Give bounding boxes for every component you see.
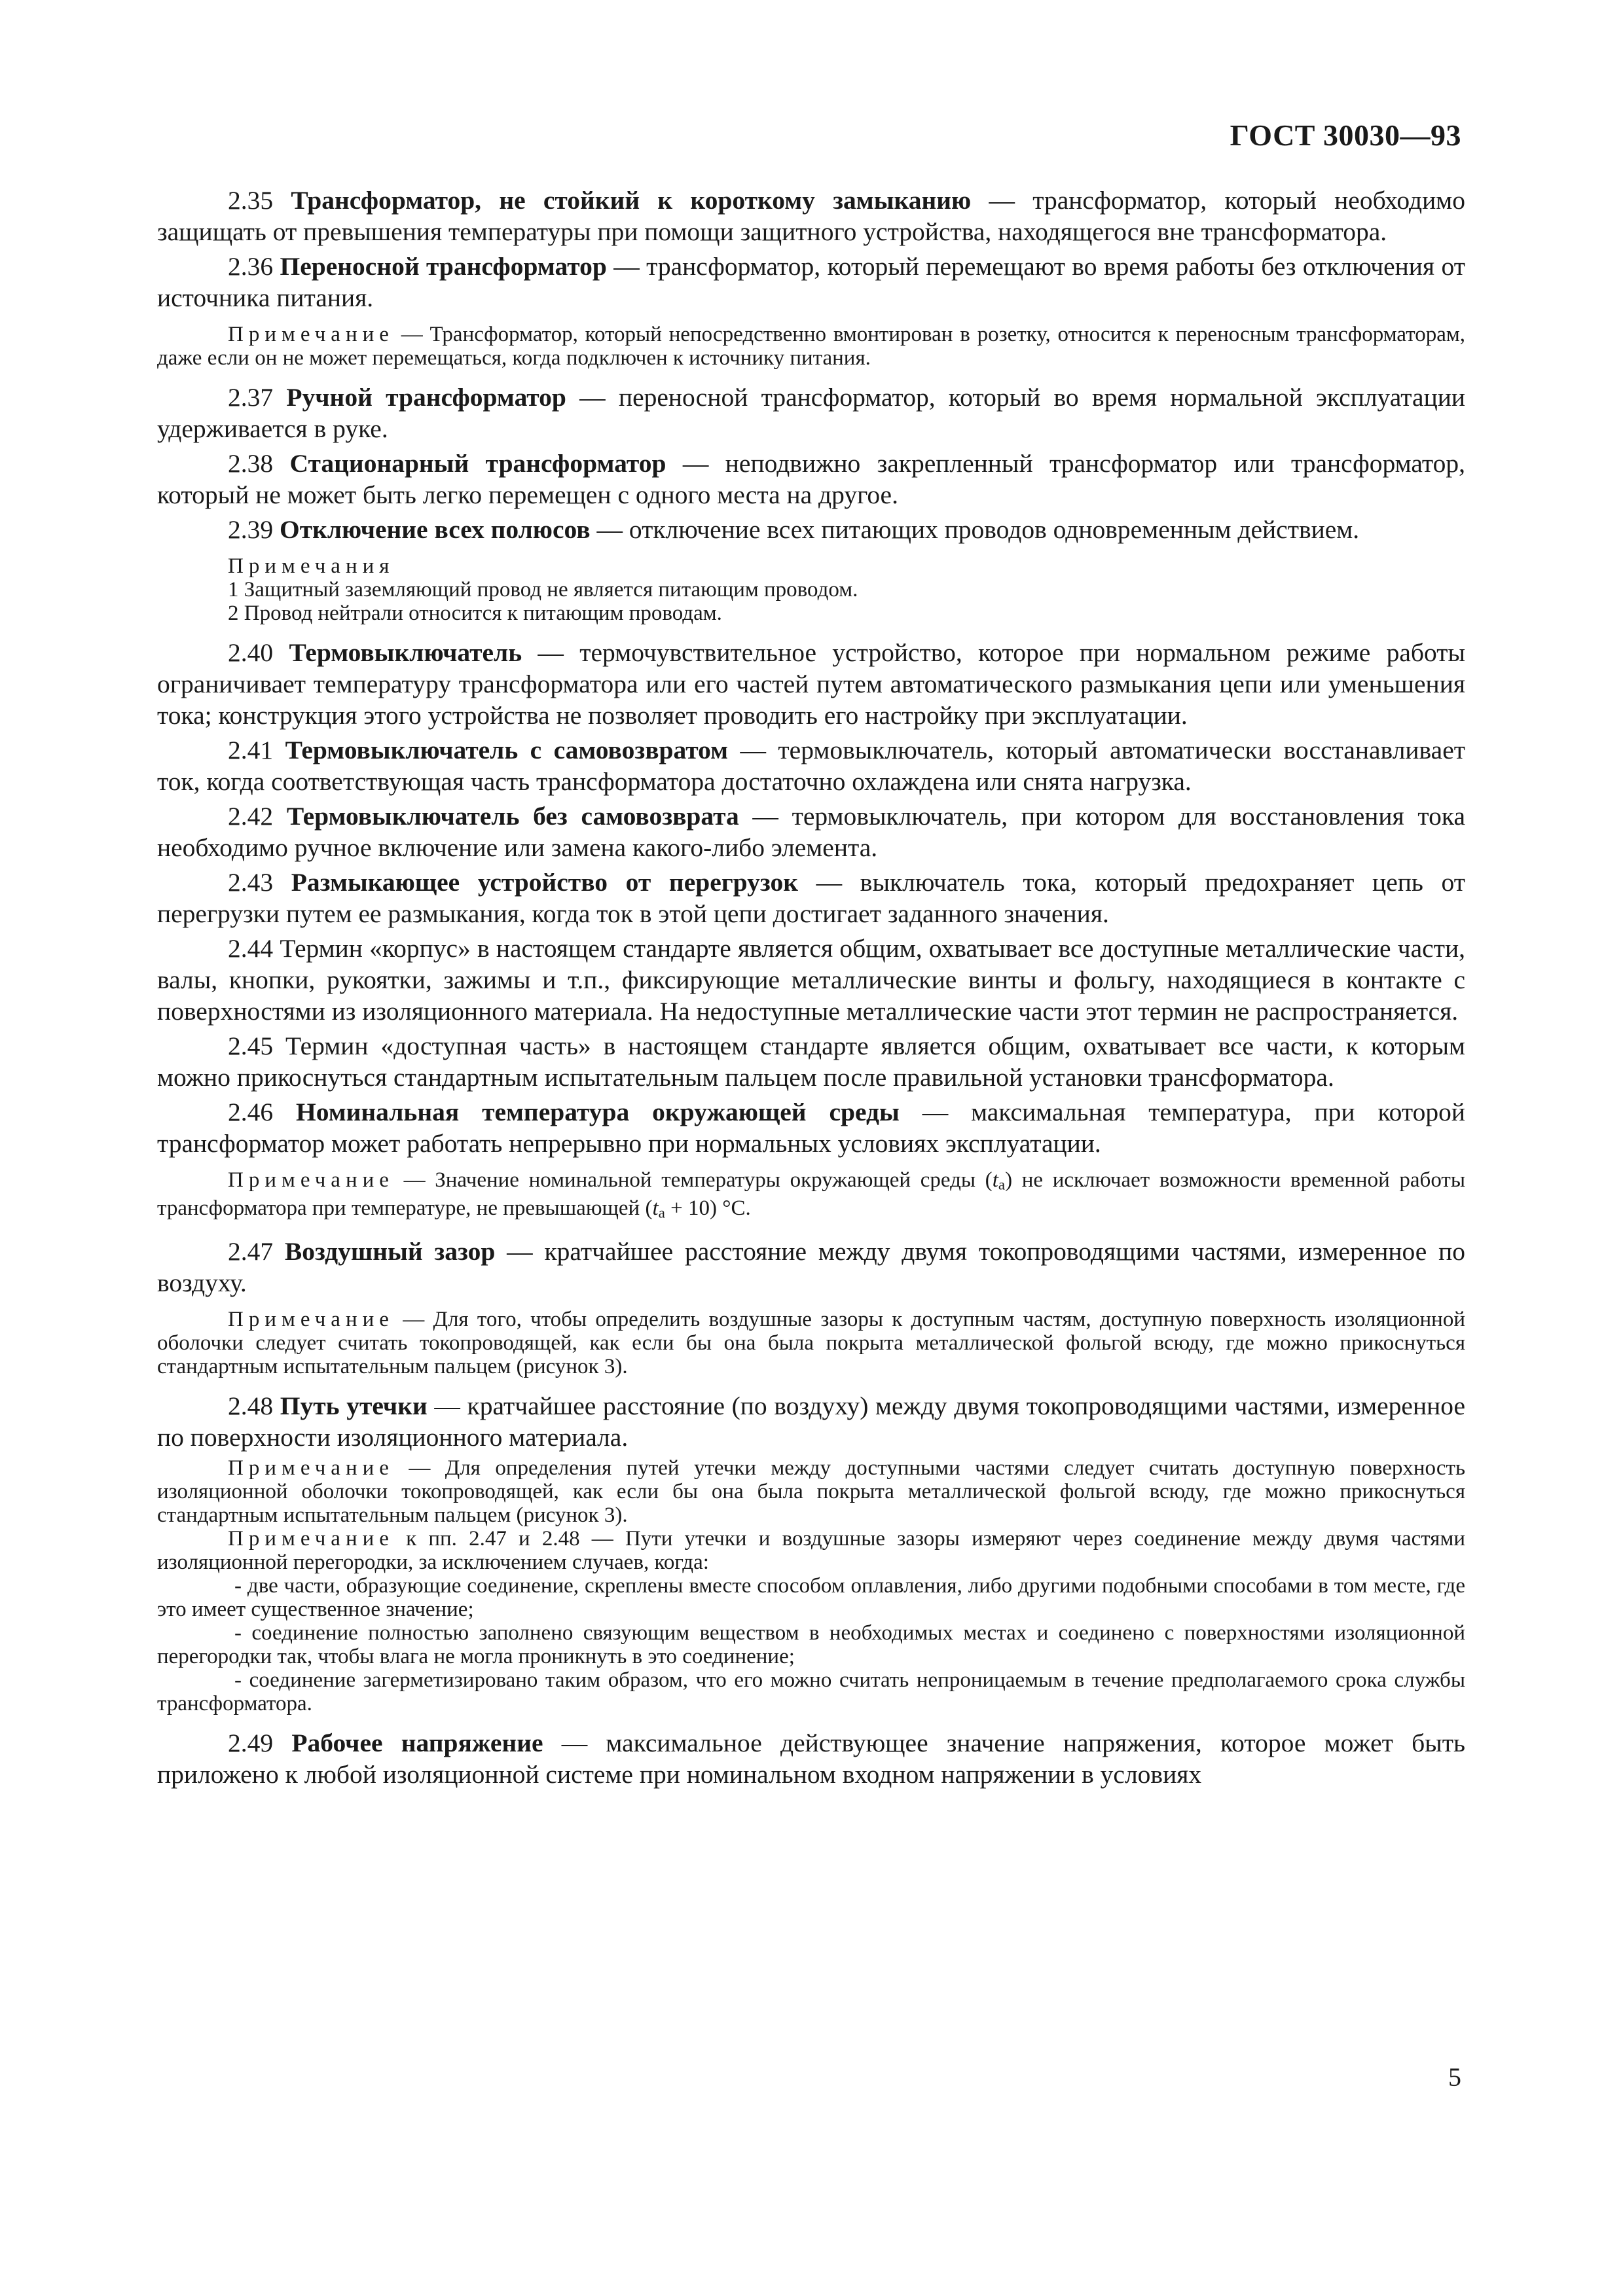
notes-2-39-label: Примечания [228,554,395,578]
clause-number: 2.40 [228,638,274,667]
note-text: — Трансформатор, который непосредственно вмонтирован в розетку, относится к переносным трансформаторам, даже если он не может перемещаться, когда подключен к источнику питания. [157,323,1465,370]
note-label: Примечание [228,323,394,346]
clause-term: Отключение всех полюсов [280,515,591,544]
clause-2-35 [157,185,1465,247]
clause-number: 2.41 [228,736,274,764]
clause-text: — переносной трансформатор, который во время нормальной эксплуатации удерживается в руке. [157,383,1465,443]
note-label: Примечание [228,1527,394,1551]
clause-term: Термовыключатель [289,638,522,667]
note-item: 2 Провод нейтрали относится к питающим проводам. [228,601,722,625]
note-item: 1 Защитный заземляющий провод не является питающим проводом. [228,578,858,601]
clause-term: Номинальная температура окружающей среды [296,1098,900,1126]
clause-term: Переносной трансформатор [280,252,607,281]
document-body [157,185,1465,1793]
note-item: - соединение полностью заполнено связующим веществом в необходимых местах и соединено с поверхностями изоляционной перегородки так, чтобы влага не могла проникнуть в это соединение; [157,1621,1465,1669]
clause-text: — кратчайшее расстояние (по воздуху) между двумя токопроводящими частями, измеренное по поверхности изоляционного материала. [157,1391,1465,1452]
clause-2-45 [157,1030,1465,1093]
clause-term: Воздушный зазор [284,1237,496,1266]
clause-2-37 [157,382,1465,444]
clause-term: Стационарный трансформатор [289,449,666,478]
clause-2-47 [157,1236,1465,1299]
clause-number: 2.47 [228,1237,274,1266]
note-2-48 [157,1456,1465,1527]
clause-2-41 [157,734,1465,797]
clause-number: 2.39 [228,515,274,544]
clause-text: — термовыключатель, который автоматически восстанавливает ток, когда соответствующая часть трансформатора достаточно охлаждена или снята нагрузка. [157,736,1465,796]
clause-number: 2.46 [228,1098,274,1126]
note-2-47 [157,1308,1465,1378]
clause-term: Термовыключатель с самовозвратом [285,736,729,764]
document-code-header: ГОСТ 30030—93 [1230,118,1461,152]
clause-text: — трансформатор, который перемещают во время работы без отключения от источника питания. [157,252,1466,312]
clause-number: 2.37 [228,383,274,412]
note-text: — Пути утечки и воздушные зазоры измеряют через соединение между двумя частями изоляционной перегородки, за исключением случаев, когда: [157,1527,1466,1575]
clause-number: 2.43 [228,868,274,897]
clause-2-38 [157,448,1465,511]
clause-text: — кратчайшее расстояние между двумя токопроводящими частями, измеренное по воздуху. [157,1237,1465,1298]
clause-number: 2.42 [228,802,274,831]
clause-text: — отключение всех питающих проводов одновременным действием. [590,515,1360,544]
note-2-36 [157,323,1465,370]
clause-term: Термовыключатель без самовозврата [286,802,739,831]
clause-text: — термовыключатель, при котором для восстановления тока необходимо ручное включение или замена какого-либо элемента. [157,802,1465,862]
clause-term: Путь утечки [280,1391,428,1421]
clause-2-39 [157,514,1465,545]
clause-2-42 [157,800,1465,863]
clause-term: Ручной трансформатор [286,383,566,412]
clause-number: 2.35 [228,186,274,215]
clause-2-49 [157,1727,1465,1790]
clause-2-36 [157,251,1465,314]
clause-text: — максимальная температура, при которой трансформатор может работать непрерывно при нормальных условиях эксплуатации. [157,1098,1466,1158]
clause-term: Рабочее напряжение [291,1729,543,1758]
clause-number: 2.36 [228,252,274,281]
clause-text: — неподвижно закрепленный трансформатор или трансформатор, который не может быть легко перемещен с одного места на другое. [157,449,1465,509]
clause-text: — выключатель тока, который предохраняет цепь от перегрузки путем ее размыкания, когда ток в этой цепи достигает заданного значения. [157,868,1466,928]
clause-2-48 [157,1390,1465,1453]
clause-text: Термин «доступная часть» в настоящем стандарте является общим, охватывает все части, к которым можно прикоснуться стандартным испытательным пальцем после правильной установки трансформатора. [157,1031,1465,1092]
note-text: — Для определения путей утечки между доступными частями следует считать доступную поверхность изоляционной оболочки токопроводящей, как если бы она была покрыта металлической фольгой всюду, где можно прикоснуться стандартным испытательным пальцем (рисунок 3). [157,1456,1465,1528]
clause-2-46 [157,1096,1465,1159]
page-number: 5 [1448,2062,1461,2092]
clause-text: — термочувствительное устройство, которое при нормальном режиме работы ограничивает температуру трансформатора или его частей путем автоматического размыкания цепи или уменьшения тока; конструкция этого устройства не позволяет проводить его настройку при эксплуатации. [157,638,1465,730]
clause-number: 2.49 [228,1729,274,1758]
clause-number: 2.38 [228,449,274,478]
note-2-46: Примечание — Значение номинальной температуры окружающей среды $(t_a)$ не исключает возможности временной работы трансформатора при температуре, не превышающей $(t_a + 10)$ °С. [157,1168,1465,1221]
clause-number: 2.44 [228,934,274,963]
clause-2-43 [157,867,1465,929]
clause-term: Трансформатор, не стойкий к короткому замыканию [291,186,972,215]
clause-text: — максимальное действующее значение напряжения, которое может быть приложено к любой изоляционной системе при номинальном входном напряжении в условиях [157,1729,1466,1789]
clause-number: 2.45 [228,1031,274,1060]
clause-term: Размыкающее устройство от перегрузок [291,868,799,897]
clause-text: Термин «корпус» в настоящем стандарте является общим, охватывает все доступные металлические части, валы, кнопки, рукоятки, зажимы и т.п., фиксирующие металлические винты и фольгу, находящиеся в контакте с поверхностями из изоляционного материала. На недоступные металлические части этот термин не распространяется. [157,934,1465,1026]
note-item: - две части, образующие соединение, скреплены вместе способом оплавления, либо другими подобными способами в том месте, где это имеет существенное значение; [157,1574,1465,1622]
note-2-47-2-48 [157,1527,1465,1574]
clause-number: 2.48 [228,1391,274,1421]
note-label: Примечание [228,1168,394,1192]
clause-2-44 [157,933,1465,1027]
note-label: Примечание [228,1456,394,1480]
note-item: - соединение загерметизировано таким образом, что его можно считать непроницаемым в течение предполагаемого срока службы трансформатора. [157,1668,1465,1716]
note-ref: к пп. 2.47 и 2.48 [393,1527,580,1551]
clause-2-40 [157,637,1465,731]
note-label: Примечание [228,1308,394,1332]
clause-text: — трансформатор, который необходимо защищать от превышения температуры при помощи защитного устройства, находящегося вне трансформатора. [157,186,1466,246]
note-text: — Для того, чтобы определить воздушные зазоры к доступным частям, доступную поверхность изоляционной оболочки следует считать токопроводящей, как если бы она была покрыта металлической фольгой всюду, где можно прикоснуться стандартным испытательным пальцем (рисунок 3). [157,1308,1465,1379]
